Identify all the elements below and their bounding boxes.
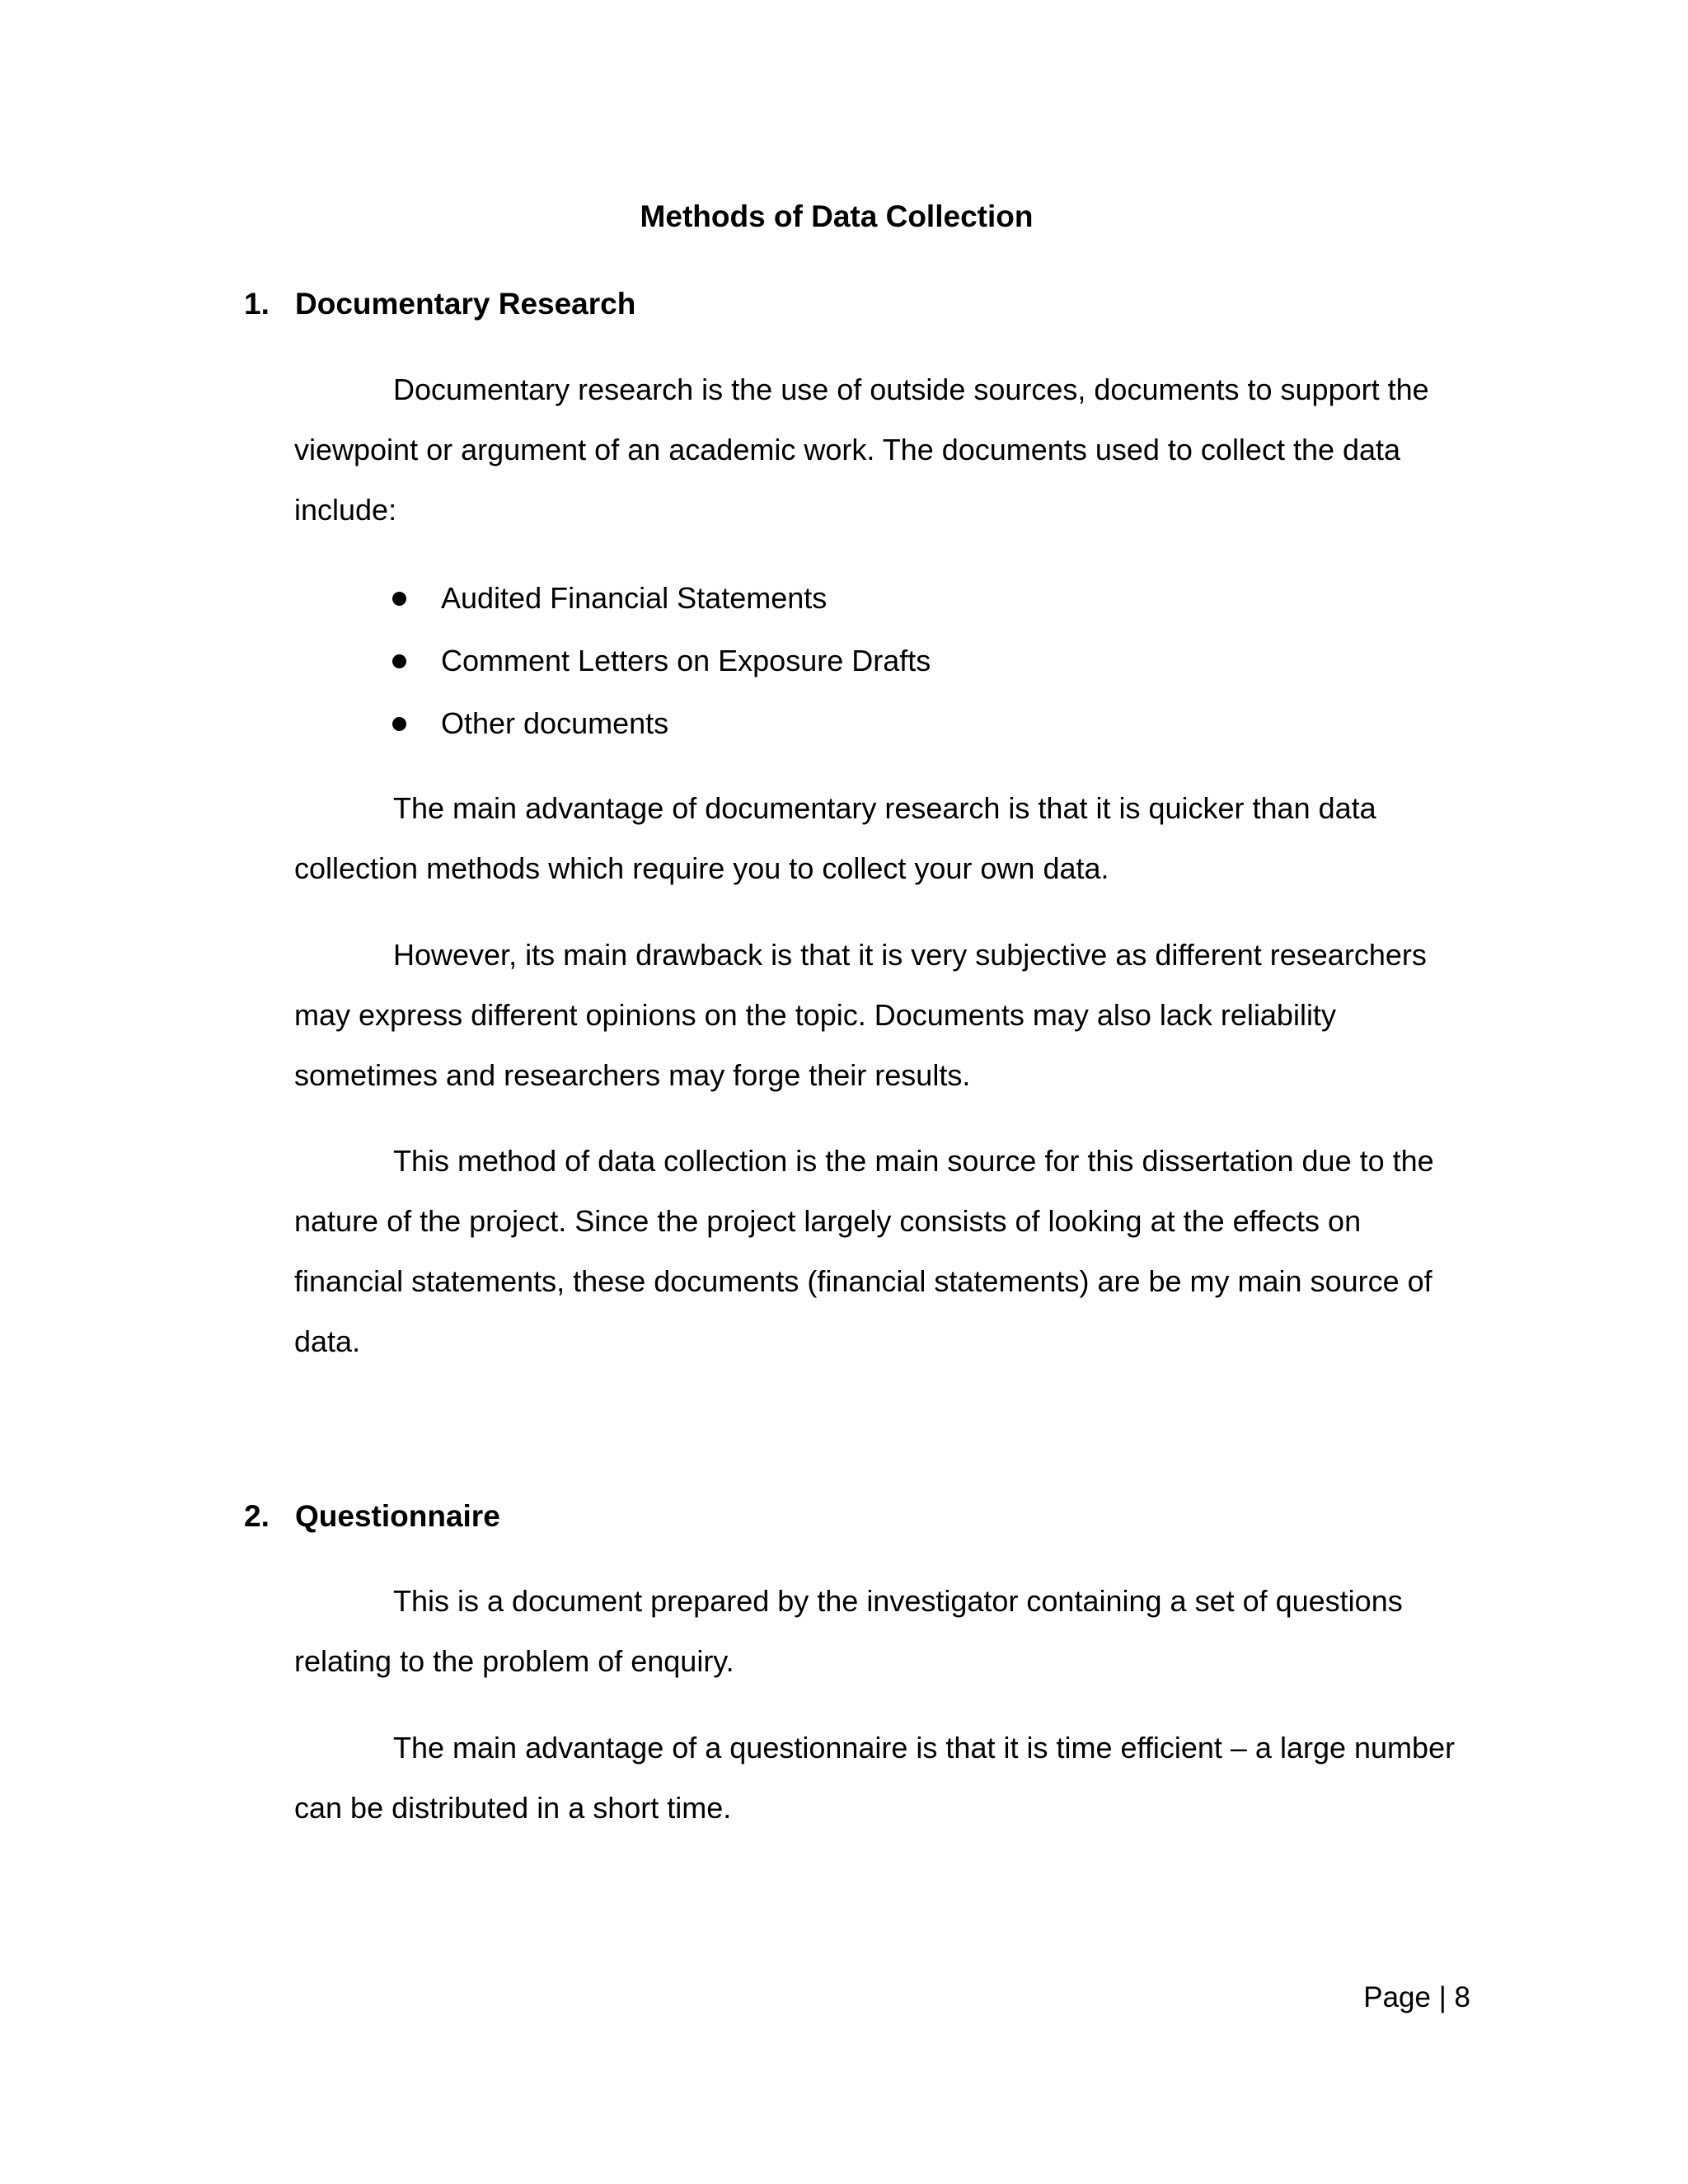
bullet-list bbox=[392, 575, 931, 763]
list-item bbox=[392, 701, 931, 763]
list-item bbox=[392, 575, 931, 638]
page-number: Page | 8 bbox=[1363, 1981, 1470, 2013]
paragraph-drawback: However, its main drawback is that it is very subjective as different researchers may express different opinions on the topic. Documents may also lack reliability sometimes and researchers may forge their results. bbox=[294, 938, 1427, 1092]
list-item-label: Comment Letters on Exposure Drafts bbox=[441, 644, 931, 677]
list-item-label: Other documents bbox=[441, 706, 669, 740]
paragraph-intro: Documentary research is the use of outside sources, documents to support the viewpoint or argument of an academic work. The documents used to collect the data include: bbox=[294, 373, 1429, 527]
bullet-icon bbox=[392, 592, 406, 606]
page-title: Methods of Data Collection bbox=[640, 199, 1034, 233]
paragraph-questionnaire-definition: This is a document prepared by the investigator containing a set of questions relating to the problem of enquiry. bbox=[294, 1584, 1403, 1678]
section-title: Questionnaire bbox=[295, 1499, 500, 1533]
section-number: 1. bbox=[244, 287, 270, 321]
bullet-icon bbox=[392, 654, 406, 668]
paragraph-advantage: The main advantage of documentary research is that it is quicker than data collection methods which require you to collect your own data. bbox=[294, 791, 1376, 885]
paragraph-main-source: This method of data collection is the main source for this dissertation due to the nature of the project. Since the project largely consists of looking at the effects on financial statements, these documents (financial statements) are be my main source of data. bbox=[294, 1144, 1434, 1358]
list-item-label: Audited Financial Statements bbox=[441, 581, 828, 615]
section-number: 2. bbox=[244, 1499, 270, 1533]
section-heading-documentary-research bbox=[244, 285, 635, 323]
bullet-icon bbox=[392, 717, 406, 731]
section-title: Documentary Research bbox=[295, 287, 636, 321]
paragraph-questionnaire-advantage: The main advantage of a questionnaire is that it is time efficient – a large number can be distributed in a short time. bbox=[294, 1731, 1456, 1825]
section-heading-questionnaire bbox=[244, 1497, 500, 1535]
list-item bbox=[392, 638, 931, 701]
